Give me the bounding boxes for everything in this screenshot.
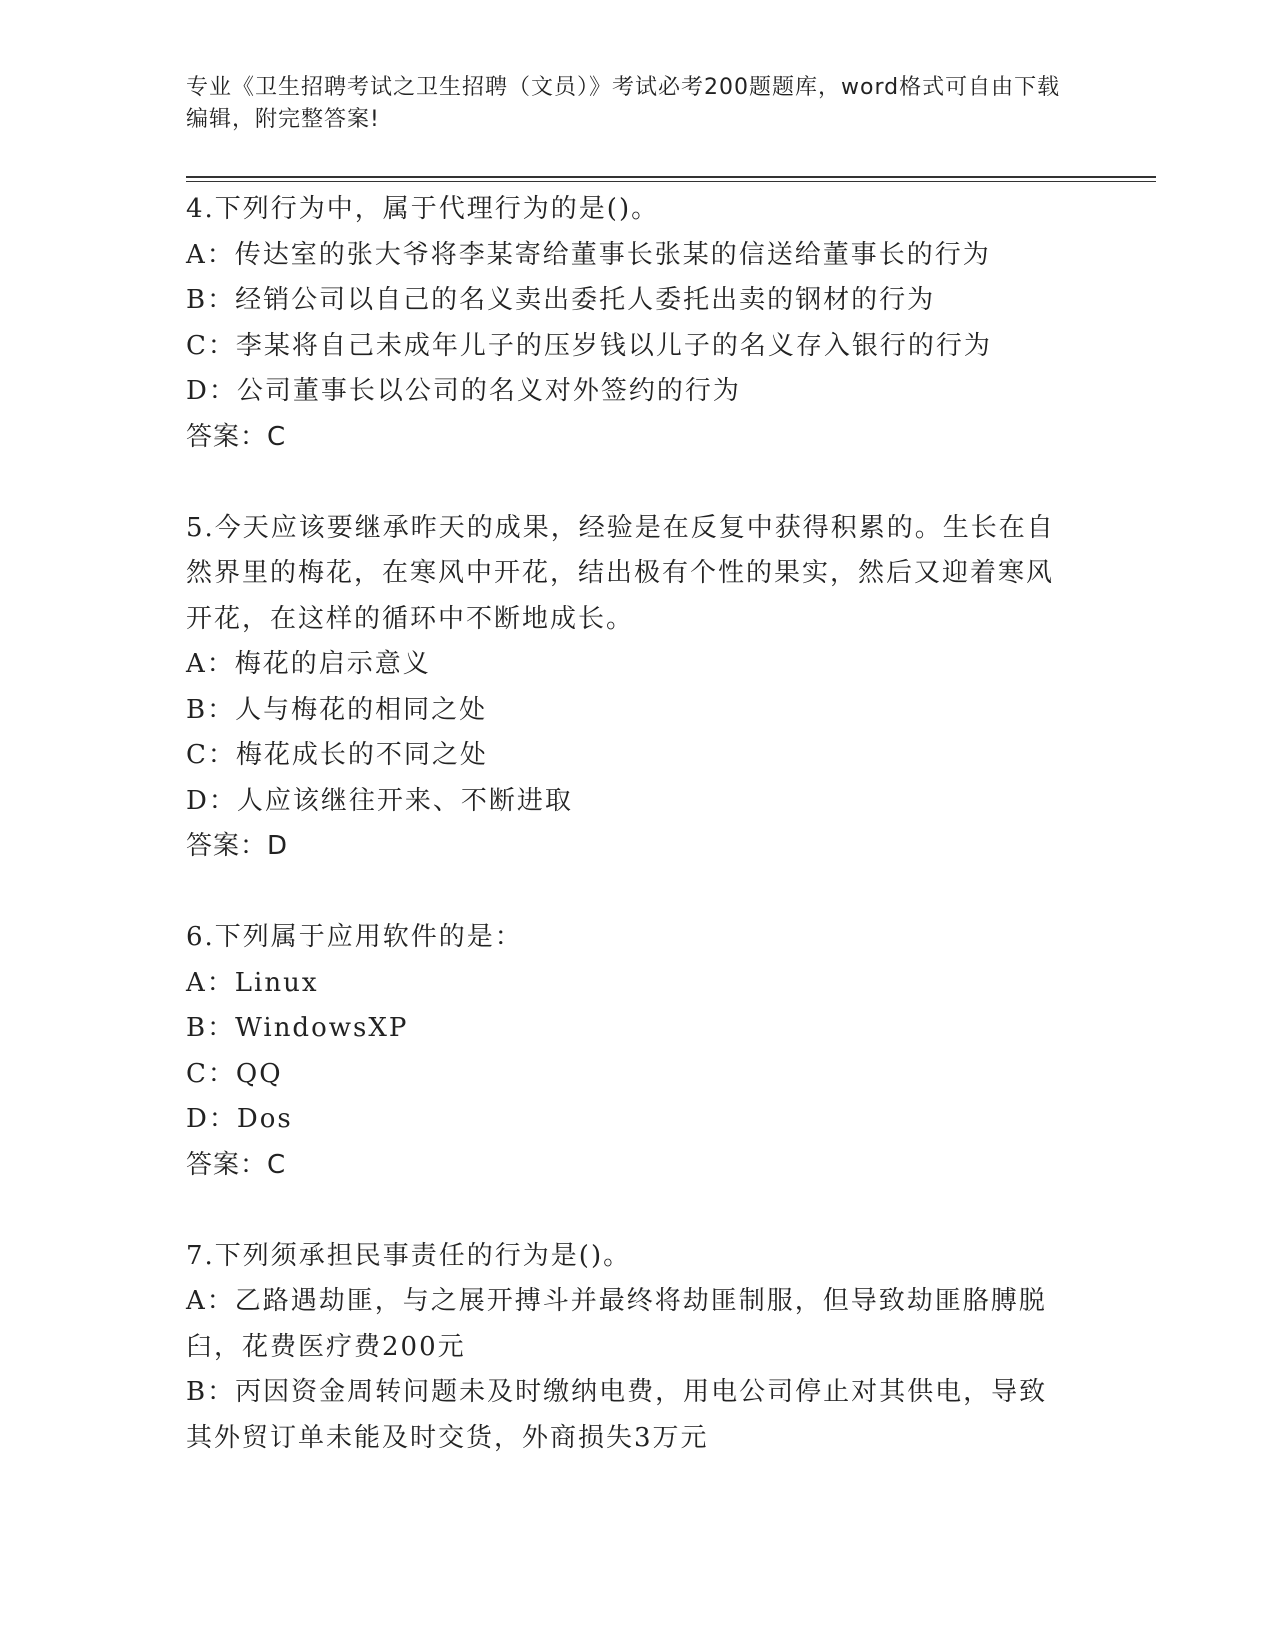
question-stem: 6.下列属于应用软件的是：	[186, 922, 523, 952]
option-b: B：人与梅花的相同之处	[186, 694, 488, 725]
question-list	[186, 187, 1066, 1461]
answer-label: 答案：D	[186, 831, 289, 861]
option-d: D：公司董事长以公司的名义对外签约的行为	[186, 376, 741, 406]
question-stem: 5.今天应该要继承昨天的成果，经验是在反复中获得积累的。生长在自然界里的梅花，在寒风中开花，结出极有个性的果实，然后又迎着寒风开花，在这样的循环中不断地成长。	[186, 512, 1055, 634]
option-c: C：梅花成长的不同之处	[186, 740, 488, 770]
option-c: C：QQ	[186, 1058, 283, 1089]
header-divider-thin	[186, 181, 1156, 182]
option-a: A：Linux	[186, 967, 319, 998]
header-divider-thick	[186, 176, 1156, 178]
option-c: C：李某将自己未成年儿子的压岁钱以儿子的名义存入银行的行为	[186, 330, 992, 361]
option-a: A：传达室的张大爷将李某寄给董事长张某的信送给董事长的行为	[186, 239, 991, 270]
option-b: B：经销公司以自己的名义卖出委托人委托出卖的钢材的行为	[186, 285, 936, 315]
document-header: 专业《卫生招聘考试之卫生招聘（文员）》考试必考200题题库，word格式可自由下载编辑，附完整答案!	[186, 75, 1061, 132]
question-4	[186, 187, 1066, 460]
question-stem: 4.下列行为中，属于代理行为的是()。	[186, 194, 660, 224]
option-b: B：丙因资金周转问题未及时缴纳电费，用电公司停止对其供电，导致其外贸订单未能及时交货，外商损失3万元	[186, 1377, 1048, 1453]
option-a: A：乙路遇劫匪，与之展开搏斗并最终将劫匪制服，但导致劫匪胳膊脱臼，花费医疗费200元	[186, 1286, 1047, 1362]
question-stem: 7.下列须承担民事责任的行为是()。	[186, 1240, 632, 1271]
answer-label: 答案：C	[186, 1149, 287, 1180]
question-spacer	[186, 870, 1066, 916]
option-a: A：梅花的启示意义	[186, 649, 431, 679]
answer-label: 答案：C	[186, 421, 287, 452]
option-d: D：人应该继往开来、不断进取	[186, 785, 573, 816]
option-b: B：WindowsXP	[186, 1013, 409, 1043]
question-spacer	[186, 460, 1066, 506]
question-5	[186, 506, 1066, 870]
question-spacer	[186, 1188, 1066, 1234]
question-6	[186, 915, 1066, 1188]
question-7	[186, 1234, 1066, 1462]
option-d: D：Dos	[186, 1104, 293, 1134]
